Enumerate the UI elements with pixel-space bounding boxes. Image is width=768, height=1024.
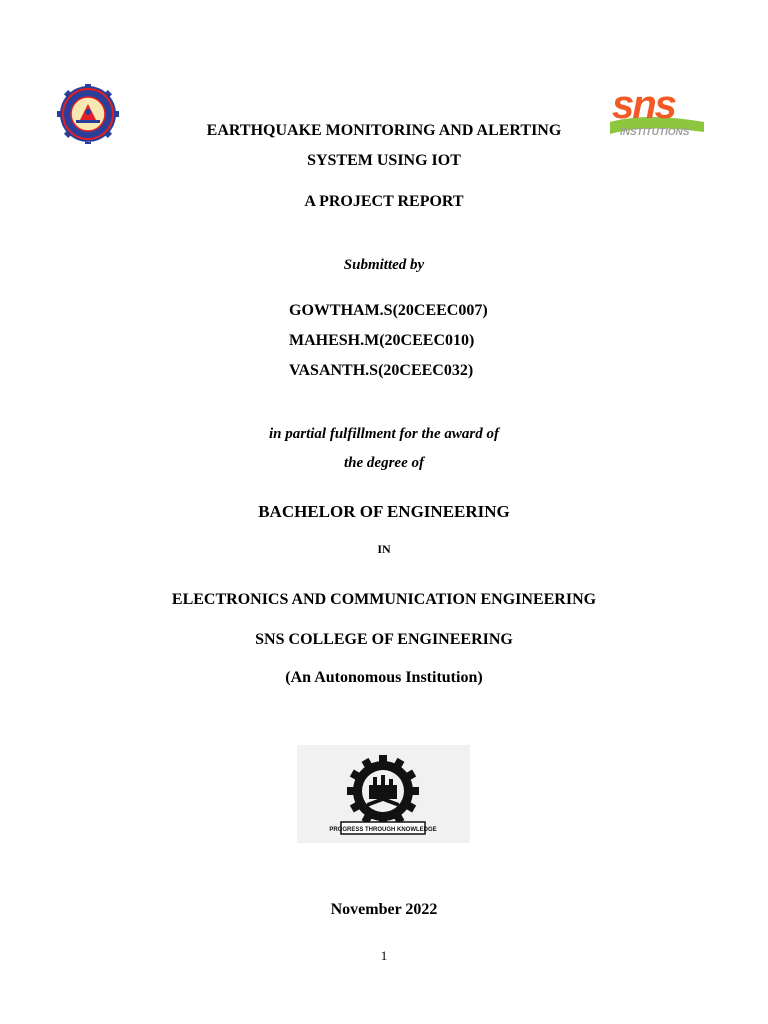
title-line-1: EARTHQUAKE MONITORING AND ALERTING — [206, 122, 562, 139]
college-name: SNS COLLEGE OF ENGINEERING — [255, 631, 513, 648]
page-number: 1 — [380, 948, 388, 963]
report-date: November 2022 — [330, 901, 438, 918]
in-word: IN — [377, 542, 391, 556]
department-name: ELECTRONICS AND COMMUNICATION ENGINEERING — [171, 591, 597, 608]
fulfillment-line-1: in partial fulfillment for the award of — [268, 426, 500, 442]
anna-university-emblem — [297, 745, 470, 843]
student-name: VASANTH.S(20CEEC032) — [289, 362, 474, 379]
title-line-2: SYSTEM USING IOT — [307, 152, 461, 169]
degree-name: BACHELOR OF ENGINEERING — [258, 502, 510, 521]
svg-text:INSTITUTIONS: INSTITUTIONS — [620, 127, 690, 138]
college-status: (An Autonomous Institution) — [285, 669, 483, 686]
university-motto: PROGRESS THROUGH KNOWLEDGE — [329, 827, 437, 833]
submitted-by-label: Submitted by — [343, 257, 425, 273]
student-name: GOWTHAM.S(20CEEC007) — [289, 302, 488, 319]
student-name: MAHESH.M(20CEEC010) — [289, 332, 475, 349]
seal-lettering: sns-college-of-engineering-seal — [81, 142, 95, 143]
anna-university-logo — [297, 745, 470, 843]
report-type: A PROJECT REPORT — [304, 193, 464, 210]
fulfillment-line-2: the degree of — [344, 455, 424, 471]
svg-text:sns: sns — [612, 83, 675, 127]
